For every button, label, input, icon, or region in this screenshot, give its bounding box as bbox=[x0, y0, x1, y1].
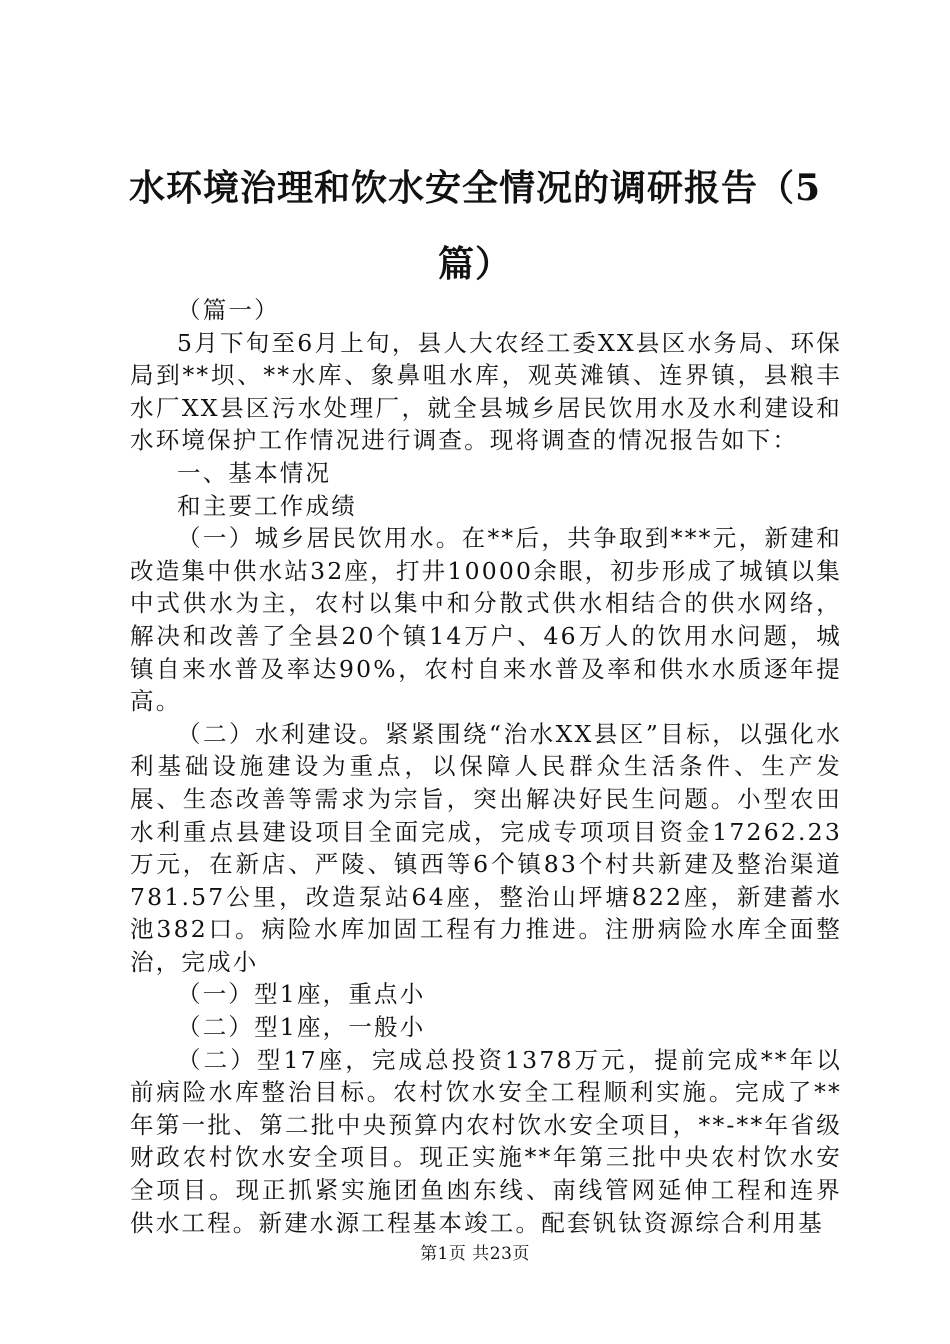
body-line: （一）型1座，重点小 bbox=[177, 980, 426, 1009]
page-number-footer: 第1页 共23页 bbox=[420, 1244, 530, 1264]
section-heading-continuation: 和主要工作成绩 bbox=[177, 491, 357, 520]
document-title: 水环境治理和饮水安全情况的调研报告（5篇） bbox=[128, 167, 822, 285]
section-heading: 一、基本情况 bbox=[177, 458, 332, 487]
body-paragraph: 5月下旬至6月上旬，县人大农经工委XX县区水务局、环保局到**坝、**水库、象鼻咀水库，观英滩镇、连界镇，县粮丰水厂XX县区污水处理厂，就全县城乡居民饮用水及水利建设和水环境保护工作情况进行调查。现将调查的情况报告如下： bbox=[130, 328, 842, 455]
body-line: （二）型1座，一般小 bbox=[177, 1013, 426, 1042]
document-body bbox=[130, 294, 842, 1239]
body-paragraph: （二）水利建设。紧紧围绕“治水XX县区”目标，以强化水利基础设施建设为重点，以保障人民群众生活条件、生产发展、生态改善等需求为宗旨，突出解决好民生问题。小型农田水利重点县建设项目全面完成，完成专项项目资金17262.23万元，在新店、严陵、镇西等6个镇83个村共新建及整治渠道781.57公里，改造泵站64座，整治山坪塘822座，新建蓄水池382口。病险水库加固工程有力推进。注册病险水库全面整治，完成小 bbox=[130, 719, 842, 976]
body-paragraph: （二）型17座，完成总投资1378万元，提前完成**年以前病险水库整治目标。农村饮水安全工程顺利实施。完成了**年第一批、第二批中央预算内农村饮水安全项目，**-**年省级财政农村饮水安全项目。现正实施**年第三批中央农村饮水安全项目。现正抓紧实施团鱼凼东线、南线管网延伸工程和连界供水工程。新建水源工程基本竣工。配套钒钛资源综合利用基 bbox=[130, 1045, 842, 1237]
section-label: （篇一） bbox=[177, 296, 280, 324]
body-paragraph: （一）城乡居民饮用水。在**后，共争取到***元，新建和改造集中供水站32座，打井10000余眼，初步形成了城镇以集中式供水为主，农村以集中和分散式供水相结合的供水网络，解决和改善了全县20个镇14万户、46万人的饮用水问题，城镇自来水普及率达90%，农村自来水普及率和供水水质逐年提高。 bbox=[130, 524, 842, 716]
